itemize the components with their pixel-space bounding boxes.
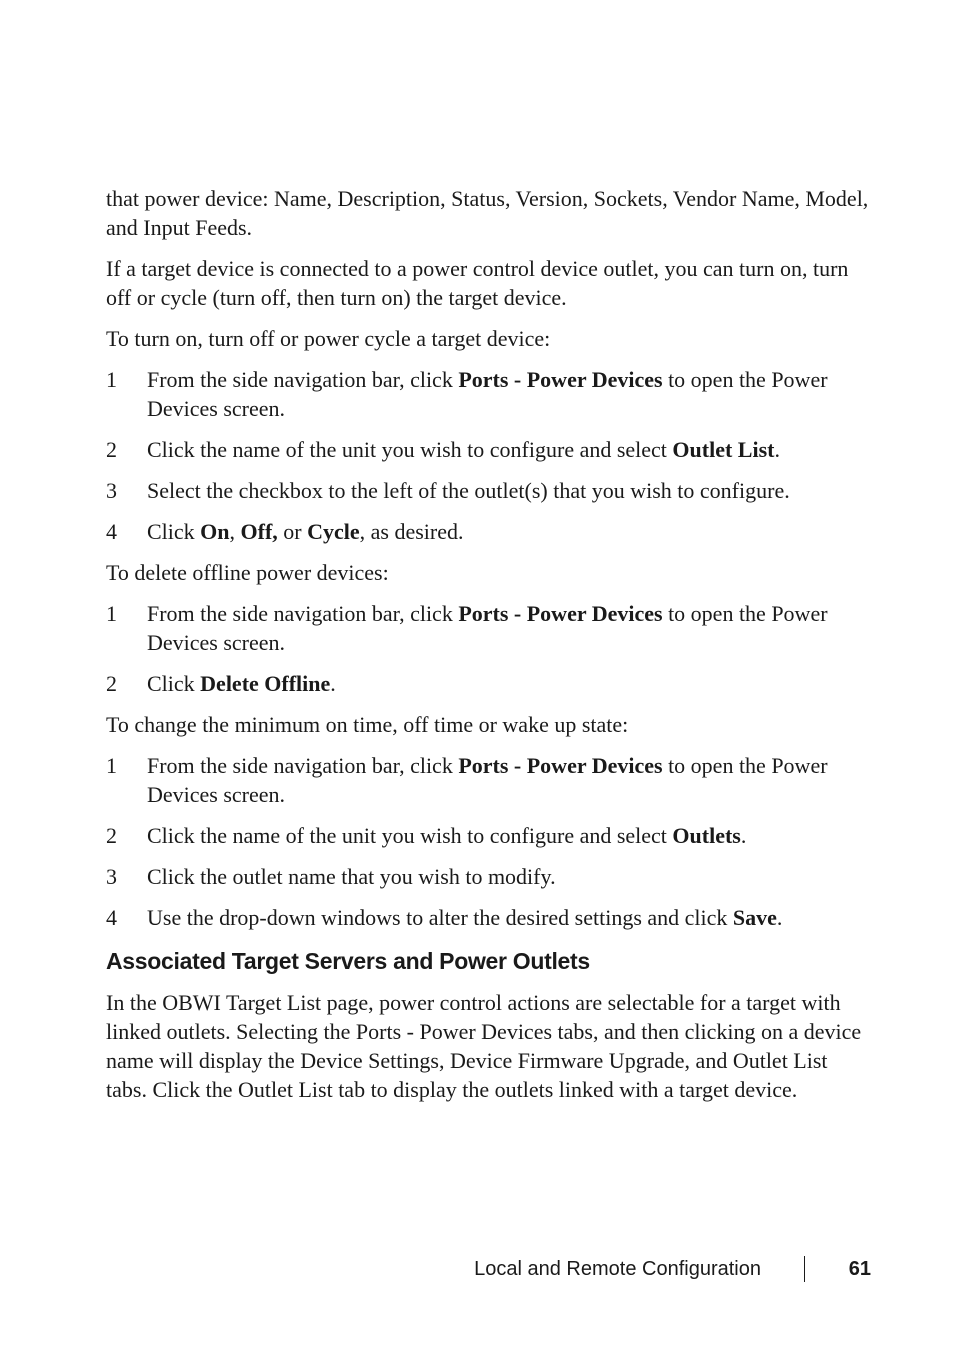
footer-title: Local and Remote Configuration <box>474 1258 761 1280</box>
step-text: to open the Power Devices screen. <box>147 367 828 421</box>
section-heading: Associated Target Servers and Power Outlets <box>106 948 590 974</box>
change-step-2 <box>106 821 872 850</box>
step-number: 4 <box>106 905 117 930</box>
step-text: to open the Power Devices screen. <box>147 753 828 807</box>
footer-divider <box>804 1256 805 1282</box>
step-number: 1 <box>106 753 117 778</box>
step-text: From the side navigation bar, click <box>147 367 459 392</box>
step-text: or <box>277 519 308 544</box>
step-text: From the side navigation bar, click <box>147 601 459 626</box>
intro-paragraph-2: If a target device is connected to a power control device outlet, you can turn on, turn off or cycle (turn off, then turn on) the target device. <box>106 256 849 310</box>
step-bold: Off, <box>240 519 278 544</box>
step-bold: Cycle <box>307 519 360 544</box>
step-text: . <box>774 437 780 462</box>
page-footer <box>0 1256 954 1286</box>
step-text: , <box>229 519 241 544</box>
step-text: . <box>776 905 783 930</box>
step-bold: Ports - Power Devices <box>458 601 663 626</box>
step-text: From the side navigation bar, click <box>147 753 459 778</box>
step-number: 3 <box>106 478 117 503</box>
step-text: . <box>740 823 747 848</box>
change-step-4 <box>106 903 872 932</box>
step-bold: On <box>200 519 230 544</box>
step-text: Click <box>147 519 201 544</box>
step-text: Use the drop-down windows to alter the desired settings and click <box>147 905 733 930</box>
step-number: 2 <box>106 823 117 848</box>
step-number: 1 <box>106 601 117 626</box>
step-number: 3 <box>106 864 117 889</box>
change-intro: To change the minimum on time, off time or wake up state: <box>106 712 629 737</box>
step-text: , as desired. <box>359 519 464 544</box>
step-text: to open the Power Devices screen. <box>147 601 828 655</box>
delete-step-2 <box>106 669 872 698</box>
section-body: In the OBWI Target List page, power control actions are selectable for a target with linked outlets. Selecting the Ports - Power Devices tabs, and then clicking on a device name will display the Device Settings, Device Firmware Upgrade, and Outlet List tabs. Click the Outlet List tab to display the outlets linked with a target device. <box>106 990 862 1102</box>
step-text: Click the name of the unit you wish to configure and select <box>147 437 673 462</box>
intro-paragraph-1: that power device: Name, Description, Status, Version, Sockets, Vendor Name, Model, and Input Feeds. <box>106 186 869 240</box>
step-bold: Save <box>732 905 777 930</box>
step-text: Click the outlet name that you wish to modify. <box>147 864 556 889</box>
step-number: 2 <box>106 437 117 462</box>
step-number: 4 <box>106 519 117 544</box>
change-step-3 <box>106 862 872 891</box>
intro-paragraph-3: To turn on, turn off or power cycle a target device: <box>106 326 551 351</box>
delete-intro: To delete offline power devices: <box>106 560 389 585</box>
power-step-2 <box>106 435 872 464</box>
step-text: . <box>330 671 336 696</box>
power-step-1 <box>106 365 872 423</box>
power-step-4 <box>106 517 872 546</box>
step-text: Click <box>147 671 201 696</box>
power-step-3 <box>106 476 872 505</box>
step-bold: Delete Offline <box>200 671 331 696</box>
step-number: 1 <box>106 367 117 392</box>
step-text: Click the name of the unit you wish to configure and select <box>147 823 673 848</box>
page-content <box>106 184 872 1116</box>
step-number: 2 <box>106 671 117 696</box>
page-number: 61 <box>848 1258 871 1280</box>
change-step-1 <box>106 751 872 809</box>
step-bold: Ports - Power Devices <box>458 367 663 392</box>
delete-step-1 <box>106 599 872 657</box>
step-bold: Outlet List <box>672 437 775 462</box>
step-bold: Outlets <box>672 823 741 848</box>
step-text: Select the checkbox to the left of the outlet(s) that you wish to configure. <box>147 478 790 503</box>
step-bold: Ports - Power Devices <box>458 753 663 778</box>
